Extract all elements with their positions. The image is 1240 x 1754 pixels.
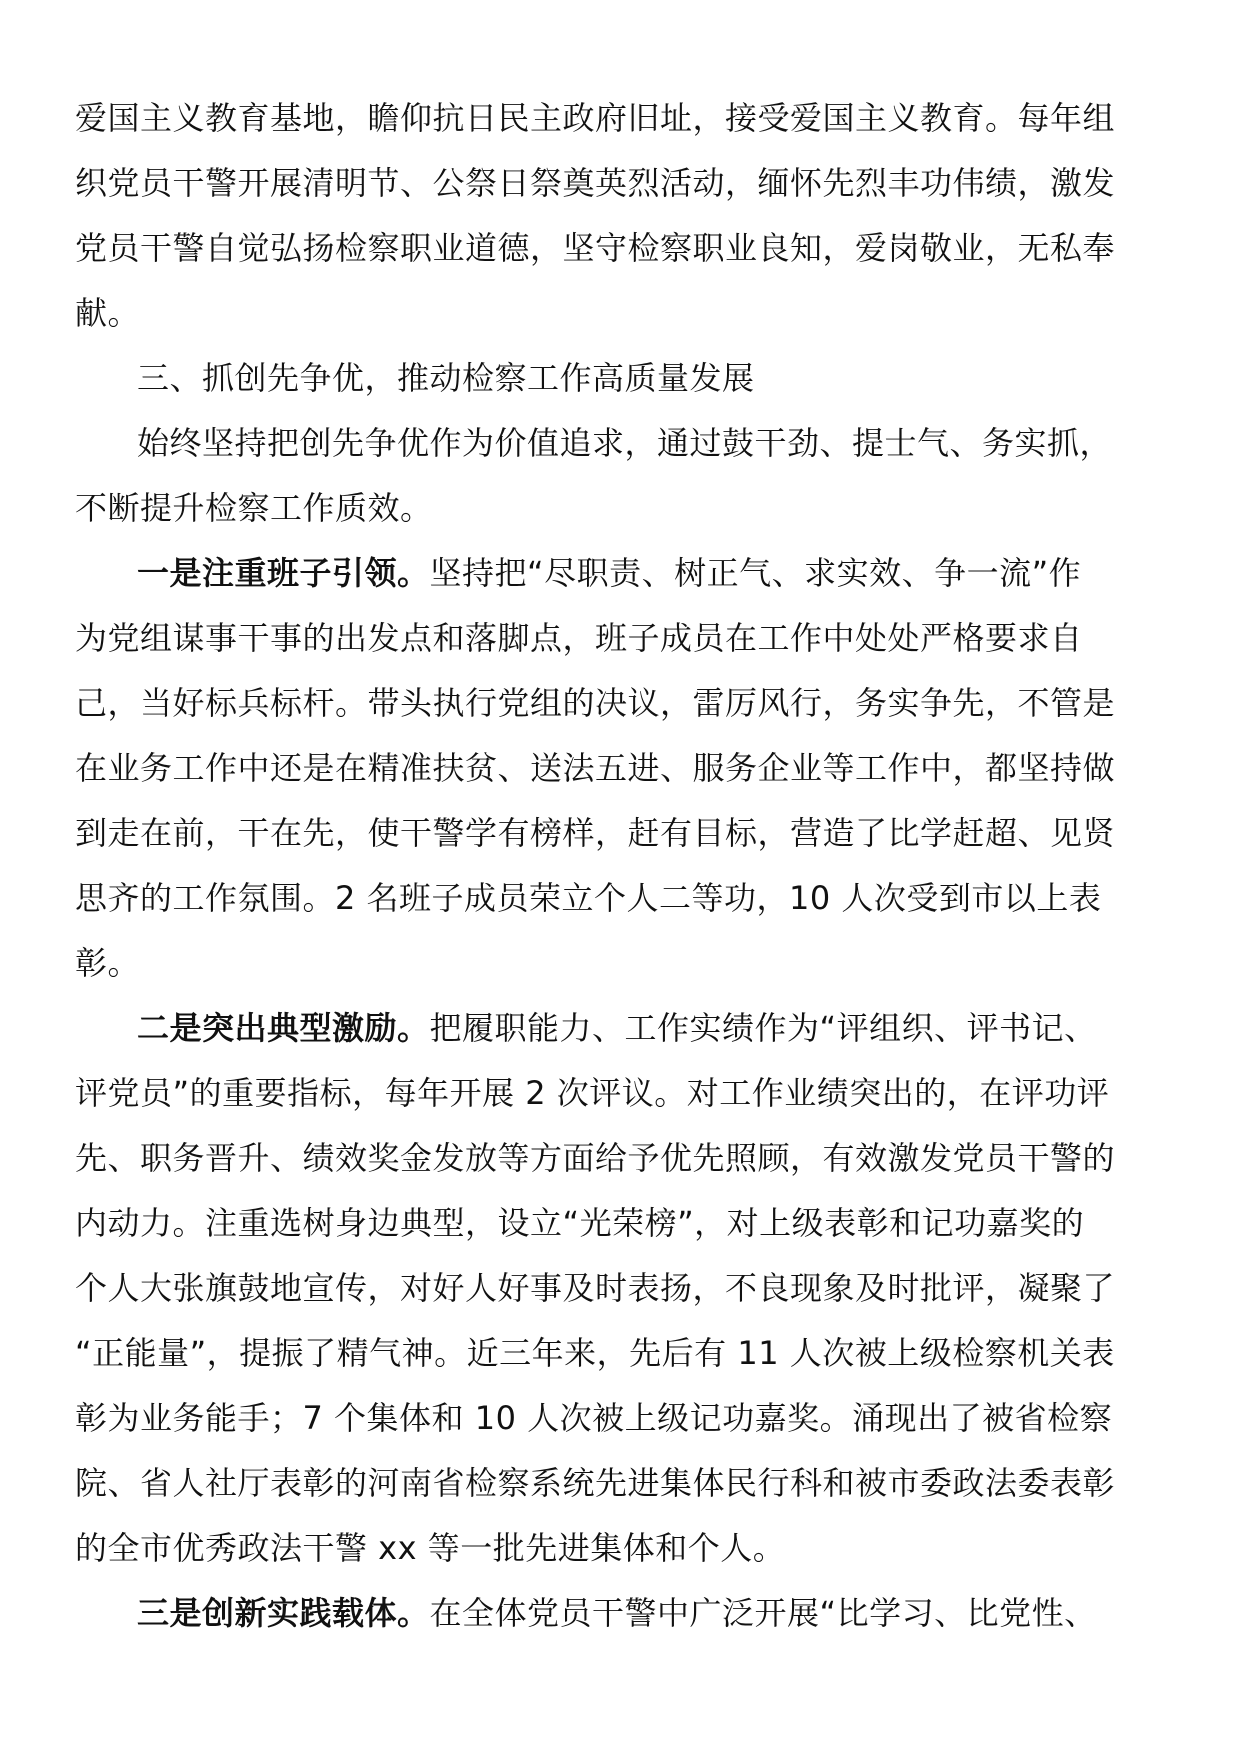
text-line: 不断提升检察工作质效。 [75, 489, 433, 527]
text-line: 织党员干警开展清明节、公祭日祭奠英烈活动，缅怀先烈丰功伟绩，激发 [75, 164, 1116, 202]
text-line: 彰。 [75, 944, 141, 982]
text-line: 个人大张旗鼓地宣传，对好人好事及时表扬，不良现象及时批评，凝聚了 [75, 1269, 1116, 1307]
paragraph-patriotic-education [75, 86, 1167, 346]
paragraph-text: 在全体党员干警中广泛开展“比学习、比党性、 [429, 1594, 1097, 1632]
text-line: 在业务工作中还是在精准扶贫、送法五进、服务企业等工作中，都坚持做 [75, 749, 1116, 787]
text-line: 院、省人社厅表彰的河南省检察系统先进集体民行科和被市委政法委表彰 [75, 1464, 1116, 1502]
text-line: 党员干警自觉弘扬检察职业道德，坚守检察职业良知，爱岗敬业，无私奉 [75, 229, 1116, 267]
text-line [75, 1581, 1167, 1646]
document-page [75, 86, 1167, 1646]
paragraph-lead: 一是注重班子引领。 [137, 554, 430, 592]
text-line: 己，当好标兵标杆。带头执行党组的决议，雷厉风行，务实争先，不管是 [75, 684, 1116, 722]
paragraph-leadership [75, 541, 1167, 996]
text-line: 先、职务晋升、绩效奖金发放等方面给予优先照顾，有效激发党员干警的 [75, 1139, 1116, 1177]
paragraph-intro [75, 411, 1167, 541]
text-line [75, 541, 1167, 606]
paragraph-incentives [75, 996, 1167, 1581]
paragraph-text: 坚持把“尽职责、树正气、求实效、争一流”作 [429, 554, 1082, 592]
text-line: 爱国主义教育基地，瞻仰抗日民主政府旧址，接受爱国主义教育。每年组 [75, 99, 1116, 137]
text-line: 到走在前，干在先，使干警学有榜样，赶有目标，营造了比学赶超、见贤 [75, 814, 1116, 852]
text-line [75, 996, 1167, 1061]
paragraph-lead: 二是突出典型激励。 [137, 1009, 430, 1047]
paragraph-text: 把履职能力、工作实绩作为“评组织、评书记、 [429, 1009, 1097, 1047]
section-heading: 三、抓创先争优，推动检察工作高质量发展 [137, 359, 755, 397]
text-line: 为党组谋事干事的出发点和落脚点，班子成员在工作中处处严格要求自 [75, 619, 1083, 657]
text-line: 献。 [75, 294, 141, 332]
text-line: 内动力。注重选树身边典型，设立“光荣榜”，对上级表彰和记功嘉奖的 [75, 1204, 1085, 1242]
text-line: 始终坚持把创先争优作为价值追求，通过鼓干劲、提士气、务实抓， [137, 424, 1113, 462]
text-line: 评党员”的重要指标，每年开展 2 次评议。对工作业绩突出的，在评功评 [75, 1074, 1110, 1112]
text-line: 彰为业务能手；7 个集体和 10 人次被上级记功嘉奖。涌现出了被省检察 [75, 1399, 1113, 1437]
text-line: 的全市优秀政法干警 xx 等一批先进集体和个人。 [75, 1529, 786, 1567]
paragraph-lead: 三是创新实践载体。 [137, 1594, 430, 1632]
text-line: 思齐的工作氛围。2 名班子成员荣立个人二等功，10 人次受到市以上表 [75, 879, 1102, 917]
text-line: “正能量”，提振了精气神。近三年来，先后有 11 人次被上级检察机关表 [75, 1334, 1115, 1372]
paragraph-innovation [75, 1581, 1167, 1646]
